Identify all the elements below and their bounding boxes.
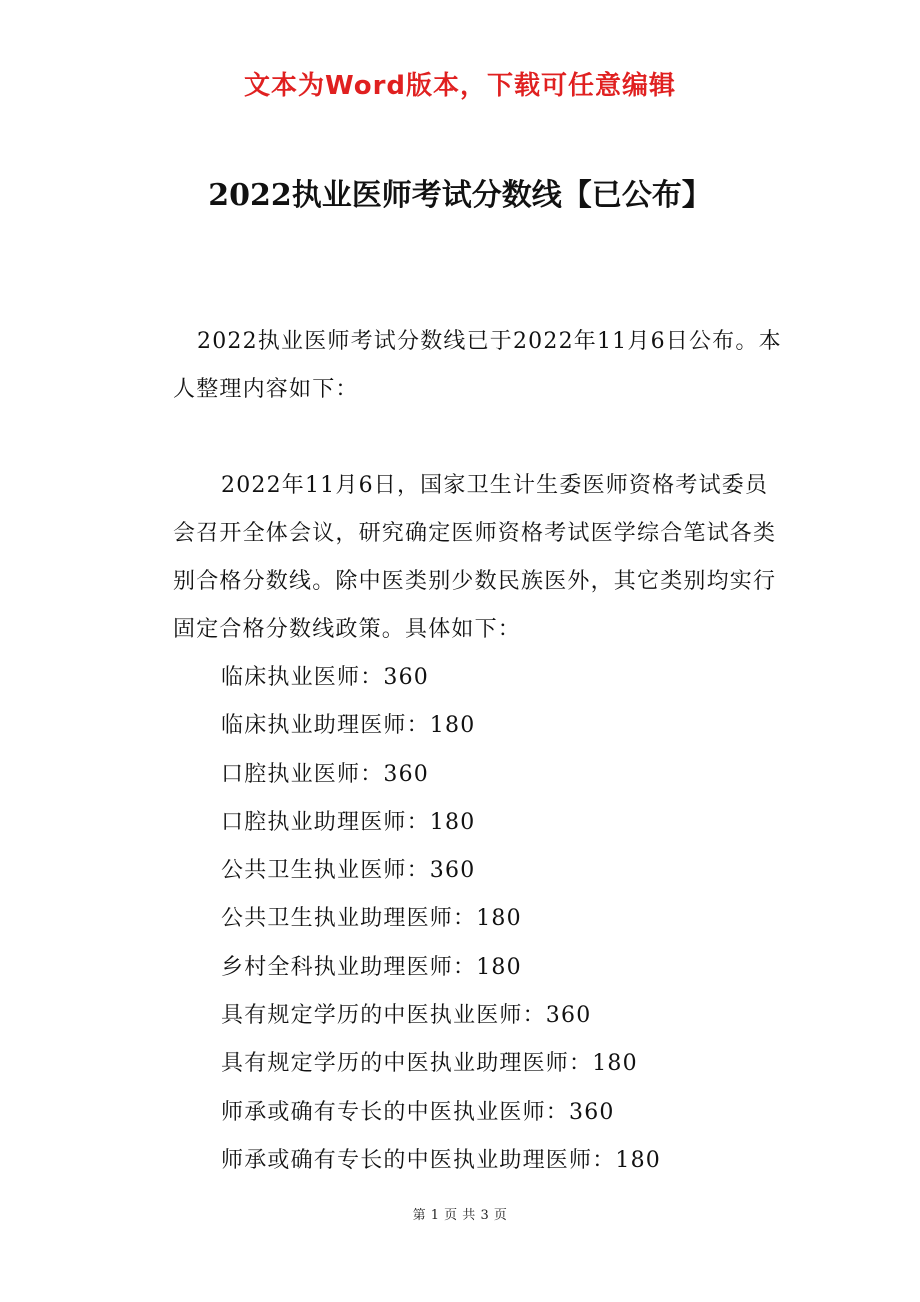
score-item-tcm-apprentice: 师承或确有专长的中医执业医师：360 (221, 1099, 615, 1125)
score-item-public-health: 公共卫生执业医师：360 (221, 858, 476, 884)
word-version-banner: 文本为Word版本，下载可任意编辑 (243, 71, 677, 101)
score-item-rural-general-assistant: 乡村全科执业助理医师：180 (221, 954, 522, 980)
score-item-clinical-assistant: 临床执业助理医师：180 (221, 713, 476, 739)
document-title: 2022执业医师考试分数线【已公布】 (208, 178, 712, 213)
score-item-public-health-assistant: 公共卫生执业助理医师：180 (221, 906, 522, 932)
intro-paragraph: 2022执业医师考试分数线已于2022年11月6日公布。本人整理内容如下： (173, 329, 782, 402)
score-item-tcm-apprentice-assistant: 师承或确有专长的中医执业助理医师：180 (221, 1147, 661, 1173)
score-item-tcm-degree: 具有规定学历的中医执业医师：360 (221, 1003, 592, 1029)
score-item-tcm-degree-assistant: 具有规定学历的中医执业助理医师：180 (221, 1051, 638, 1077)
score-item-dental: 口腔执业医师：360 (221, 761, 429, 787)
score-item-clinical: 临床执业医师：360 (221, 665, 429, 690)
score-item-dental-assistant: 口腔执业助理医师：180 (221, 809, 476, 835)
main-paragraph: 2022年11月6日，国家卫生计生委医师资格考试委员会召开全体会议，研究确定医师资格考试医学综合笔试各类别合格分数线。除中医类别少数民族医外，其它类别均实行固定合格分数线政策。具体如下： (173, 473, 777, 642)
score-list (221, 654, 661, 1185)
page-number-footer: 第 1 页 共 3 页 (412, 1208, 508, 1223)
